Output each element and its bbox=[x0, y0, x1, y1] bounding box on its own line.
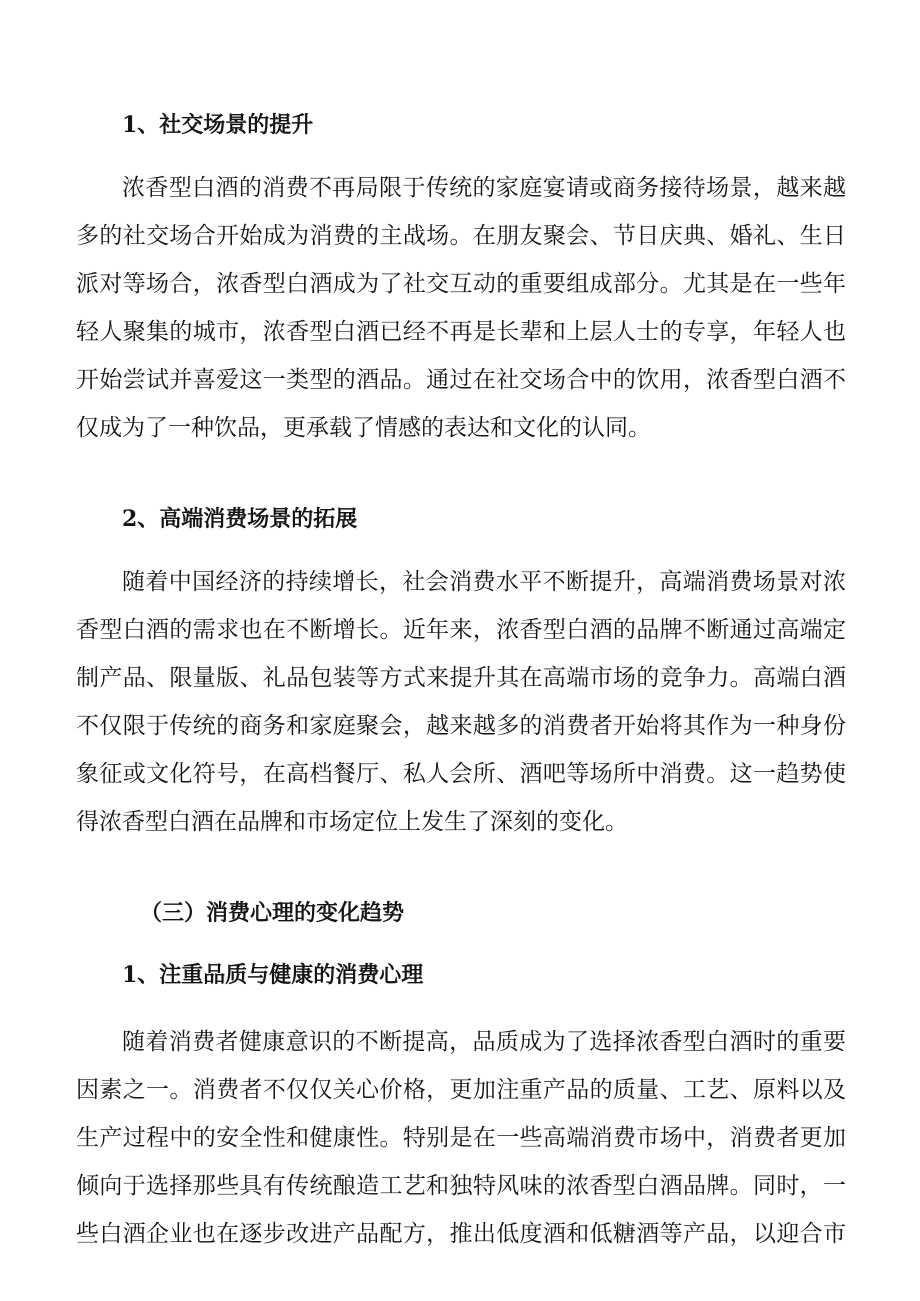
paragraph-line: 香型白酒的需求也在不断增长。近年来，浓香型白酒的品牌不断通过高端定 bbox=[76, 617, 846, 643]
paragraph-line: 轻人聚集的城市，浓香型白酒已经不再是长辈和上层人士的专享，年轻人也 bbox=[76, 319, 846, 345]
paragraph-line: 仅成为了一种饮品，更承载了情感的表达和文化的认同。 bbox=[76, 415, 651, 441]
paragraph-highend-scene bbox=[76, 558, 846, 846]
paragraph-line: 倾向于选择那些具有传统酿造工艺和独特风味的浓香型白酒品牌。同时，一 bbox=[76, 1173, 846, 1199]
paragraph-line: 些白酒企业也在逐步改进产品配方，推出低度酒和低糖酒等产品，以迎合市 bbox=[76, 1221, 846, 1247]
paragraph-line: 派对等场合，浓香型白酒成为了社交互动的重要组成部分。尤其是在一些年 bbox=[76, 271, 846, 297]
paragraph-line: 因素之一。消费者不仅仅关心价格，更加注重产品的质量、工艺、原料以及 bbox=[76, 1077, 846, 1103]
heading-highend-scene: 2、高端消费场景的拓展 bbox=[122, 506, 358, 532]
paragraph-line: 得浓香型白酒在品牌和市场定位上发生了深刻的变化。 bbox=[76, 809, 628, 835]
paragraph-line: 制产品、限量版、礼品包装等方式来提升其在高端市场的竞争力。高端白酒 bbox=[76, 665, 846, 691]
heading-social-scene: 1、社交场景的提升 bbox=[122, 112, 314, 138]
paragraph-line: 象征或文化符号，在高档餐厅、私人会所、酒吧等场所中消费。这一趋势使 bbox=[76, 761, 846, 787]
paragraph-line: 不仅限于传统的商务和家庭聚会，越来越多的消费者开始将其作为一种身份 bbox=[76, 713, 846, 739]
heading-consumer-psychology: （三）消费心理的变化趋势 bbox=[140, 900, 405, 926]
paragraph-line: 多的社交场合开始成为消费的主战场。在朋友聚会、节日庆典、婚礼、生日 bbox=[76, 223, 846, 249]
paragraph-social-scene bbox=[76, 164, 846, 452]
paragraph-line: 随着中国经济的持续增长，社会消费水平不断提升，高端消费场景对浓 bbox=[122, 569, 846, 595]
paragraph-line: 浓香型白酒的消费不再局限于传统的家庭宴请或商务接待场景，越来越 bbox=[122, 175, 846, 201]
heading-quality-health: 1、注重品质与健康的消费心理 bbox=[122, 962, 424, 988]
paragraph-line: 随着消费者健康意识的不断提高，品质成为了选择浓香型白酒时的重要 bbox=[122, 1029, 846, 1055]
paragraph-line: 生产过程中的安全性和健康性。特别是在一些高端消费市场中，消费者更加 bbox=[76, 1125, 846, 1151]
paragraph-line: 开始尝试并喜爱这一类型的酒品。通过在社交场合中的饮用，浓香型白酒不 bbox=[76, 367, 846, 393]
paragraph-quality-health bbox=[76, 1018, 846, 1258]
